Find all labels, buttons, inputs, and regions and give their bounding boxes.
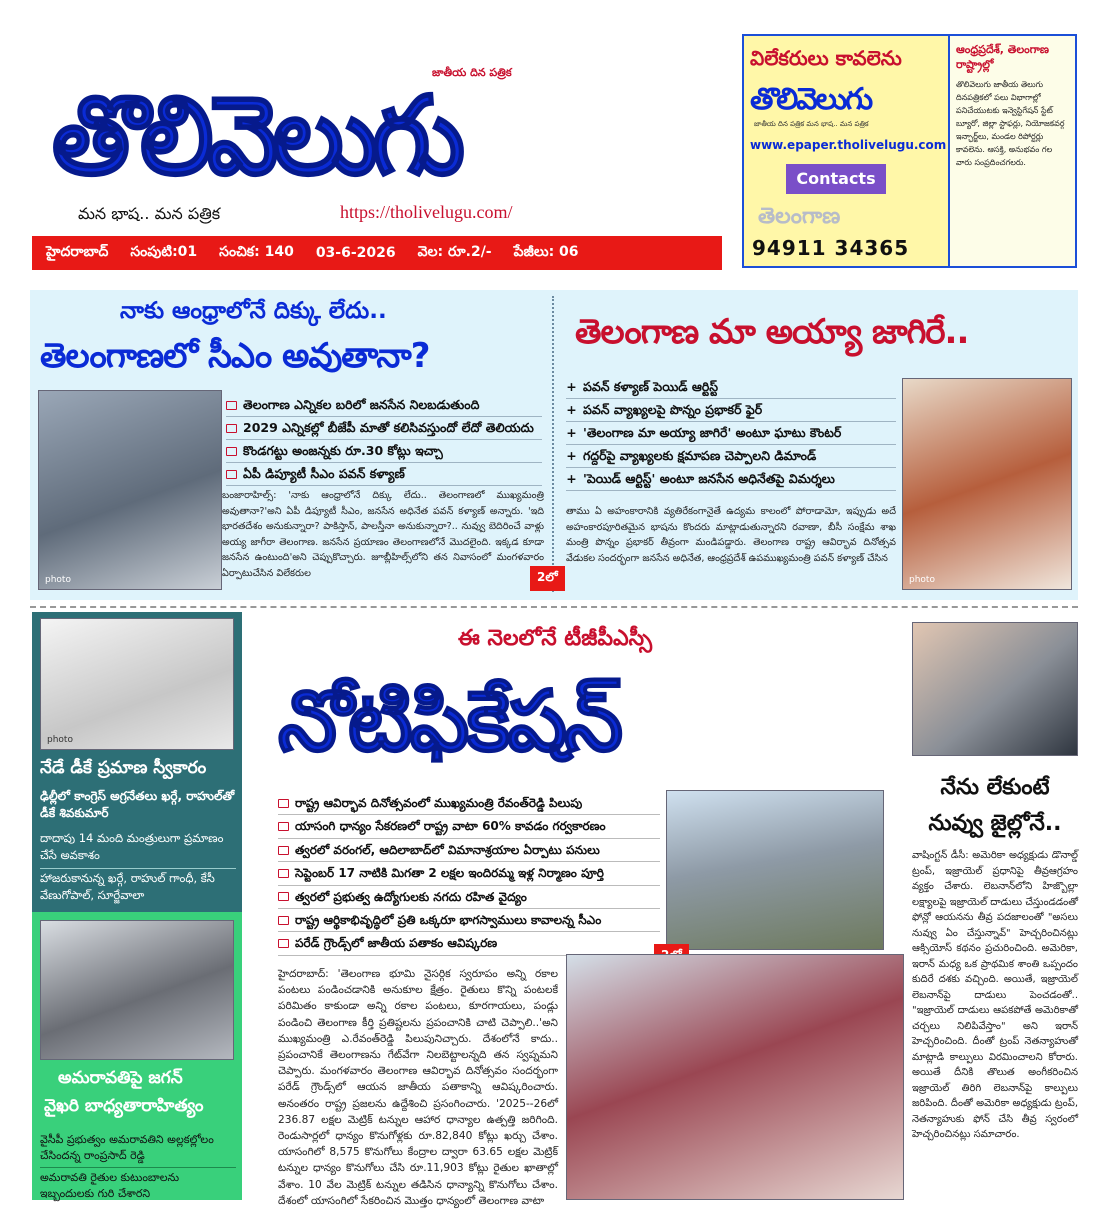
telangana-bullets (566, 376, 896, 491)
plus-bullet-icon: + (566, 448, 577, 463)
ponnam-photo-label: photo (909, 575, 935, 585)
bullet-icon (226, 447, 237, 456)
plus-bullet-icon: + (566, 425, 577, 440)
ad-side-panel (948, 36, 1075, 266)
list-item: + 'పెయిడ్ ఆర్టిస్ట్' అంటూ జనసేన అధినేతపై విమర్శలు (566, 468, 896, 491)
ad-headline: విలేకరులు కావలెను (750, 46, 902, 70)
date-bar (32, 236, 722, 270)
main-bullets (278, 792, 660, 956)
jagan-box (32, 912, 242, 1200)
pawan-body: బంజారాహిల్స్: 'నాకు ఆంధ్రాలోనే దిక్కు లేదు.. తెలంగాణలో ముఖ్యమంత్రి అవుతానా?'అని ఏపీ డిప్యూటీ సీఎం, జనసేన అధినేత పవన్ కళ్యాణ్ అన్నారు. 'ఇది భారతదేశం అనుకున్నారా? పాకిస్తాన్, పాలస్తీనా అనుకున్నారా?.. నువ్వు బెదిరించే వాళ్లు అయ్య జాగీరా తెలంగాణ. జనసేన ప్రయాణం తెలంగాణలోనే మొదలైంది. ఇక్కడ కూడా జనసేన ఉంటుంది'అని చెప్పుకొచ్చారు. జూబ్లీహిల్స్‌లోని తన నివాసంలో మంగళవారం ఏర్పాటుచేసిన విలేకరుల (222, 490, 544, 579)
pawan-bullets (226, 394, 542, 486)
main-headline[interactable]: నోటిఫికేషన్ (278, 672, 621, 770)
masthead-tagline-top: జాతీయ దిన పత్రిక (432, 66, 512, 79)
dk-headline[interactable]: నేడే డీకే ప్రమాణ స్వీకారం (40, 758, 207, 778)
ad-phone-number[interactable]: 94911 34365 (752, 236, 910, 260)
list-item: + గద్దర్‌పై వ్యాఖ్యలకు క్షమాపణ చెప్పాలని డిమాండ్ (566, 445, 896, 468)
ad-state-label: తెలంగాణ (758, 204, 841, 229)
ad-side-heading: ఆంధ్రప్రదేశ్, తెలంగాణ రాష్ట్రాల్లో (956, 43, 1049, 71)
pawan-photo-label: photo (45, 575, 71, 585)
newspaper-logo[interactable]: తొలివెలుగు (52, 72, 459, 199)
dk-photo-label: photo (47, 735, 73, 745)
ponnam-photo[interactable] (902, 378, 1072, 590)
bullet-icon (226, 424, 237, 433)
edition-date: 03-6-2026 (315, 245, 396, 261)
plus-bullet-icon: + (566, 471, 577, 486)
dk-item-2: హాజరుకానున్న ఖర్గే, రాహుల్ గాంధీ, కేసీ వేణుగోపాల్, సూర్జేవాలా (40, 871, 215, 902)
bullet-icon (278, 869, 289, 878)
pawan-headline-2[interactable]: తెలంగాణలో సీఎం అవుతానా? (40, 336, 430, 376)
edition-volume: సంపుటి:01 (130, 243, 198, 260)
list-item: రాష్ట్ర ఆర్థికాభివృద్ధిలో ప్రతి ఒక్కరూ భాగస్వాములు కావాలన్న సీఎం (278, 909, 660, 932)
ad-contacts-button[interactable]: Contacts (786, 164, 886, 194)
list-item: కొండగట్టు అంజన్నకు రూ.30 కోట్లు ఇచ్చా (226, 440, 542, 463)
list-item: + పవన్ కళ్యాణ్ పెయిడ్ ఆర్టిస్ట్ (566, 376, 896, 399)
pawan-headline-1[interactable]: నాకు ఆంధ్రాలోనే దిక్కు లేదు.. (120, 298, 387, 324)
list-item: రాష్ట్ర ఆవిర్భావ దినోత్సవంలో ముఖ్యమంత్రి రేవంత్‌రెడ్డి పిలుపు (278, 792, 660, 815)
bullet-icon (278, 846, 289, 855)
list-item: తెలంగాణ ఎన్నికల బరిలో జనసేన నిలబడుతుంది (226, 394, 542, 417)
plus-bullet-icon: + (566, 402, 577, 417)
trump-body: వాషింగ్టన్ డీసీ: అమెరికా అధ్యక్షుడు డొనాల్డ్ ట్రంప్, ఇజ్రాయెల్ ప్రధానిపై తీవ్రఆగ్రహం వ్యక్తం చేశారు. లెబనాన్‌లోని హిజ్బొల్లా లక్ష్యాలపై ఇజ్రాయెల్ దాడులు చేస్తుండడంతో ఫోన్లో ఆయనను తీవ్ర పదజాలంతో "అసలు నువ్వు ఏం చేస్తున్నావ్" హెచ్చరించినట్లు ఆక్సియోస్ కథనం ప్రచురించింది. అమెరికా, ఇరాన్ మధ్య ఒక ప్రాథమిక శాంతి ఒప్పందం కుదిరే దశకు వచ్చింది. అయితే, ఇజ్రాయెల్ లెబనాన్‌పై దాడులు పెంచడంతో.. "ఇజ్రాయెల్ దాడులు ఆపకపోతే అమెరికాతో చర్చలు నిలిపివేస్తాం" అని ఇరాన్ హెచ్చరించింది. దీంతో ట్రంప్ నెతన్యాహుతో మాట్లాడి కాల్పులు విరమించాలని కోరారు. అయితే దీనికి తొలుత అంగీకరించిన ఇజ్రాయెల్ తిరిగి లెబనాన్‌పై కాల్పులు జరిపింది. దీంతో అమెరికా అధ్యక్షుడు ట్రంప్, నెతన్యాహుకు ఫోన్ చేసి తీవ్ర స్వరంలో హెచ్చరించినట్లు సమాచారం. (912, 850, 1078, 1140)
bullet-icon (278, 916, 289, 925)
edition-price: వెల: రూ.2/- (417, 243, 492, 260)
edition-pages: పేజీలు: 06 (513, 243, 579, 260)
list-item: త్వరలో వరంగల్, ఆదిలాబాద్‌లో విమానాశ్రయాల ఏర్పాటు పనులు (278, 839, 660, 862)
site-url-link[interactable]: https://tholivelugu.com/ (340, 202, 513, 222)
main-subheadline[interactable]: ఈ నెలలోనే టీజీపీఎస్సీ (458, 626, 653, 651)
bullet-icon (226, 470, 237, 479)
right-column (912, 622, 1078, 1198)
list-item: పరేడ్ గ్రౌండ్స్‌లో జాతీయ పతాకం ఆవిష్కరణ (278, 932, 660, 955)
ad-small-text: జాతీయ దిన పత్రిక మన భాష.. మన పత్రిక (754, 120, 869, 128)
list-item: యాసంగి ధాన్యం సేకరణలో రాష్ట్ర వాటా 60% కావడం గర్వకారణం (278, 815, 660, 838)
trump-netanyahu-photo[interactable] (912, 622, 1078, 756)
ad-website[interactable]: www.epaper.tholivelugu.com (750, 138, 947, 152)
recruitment-ad[interactable] (742, 34, 1077, 268)
telangana-headline[interactable]: తెలంగాణ మా అయ్యా జాగిరే.. (575, 312, 969, 352)
main-body: హైదరాబాద్: 'తెలంగాణ భూమి నైసర్గిక స్వరూపం అన్ని రకాల పంటలు పండించడానికి అనుకూల క్షేత్రం. రైతులు కొన్ని పంటలకే పరిమితం కాకుండా అన్ని రకాల పంటలు, కూరగాయలు, పండ్లు పండించి తెలంగాణ కీర్తి ప్రతిష్టలను ప్రపంచానికి చాటి చెప్పాలి..'అని ముఖ్యమంత్రి ఎ.రేవంత్‌రెడ్డి పిలుపునిచ్చారు. దేశంలోనే కాదు.. ప్రపంచానికే తెలంగాణను గేట్‌వేగా నిలబెట్టాలన్నది తన స్వప్నమని చెప్పారు. మంగళవారం తెలంగాణ ఆవిర్భావ దినోత్సవం సందర్భంగా పరేడ్ గ్రౌండ్స్‌లో ఆయన జాతీయ పతాకాన్ని ఆవిష్కరించారు. అనంతరం రాష్ట్ర ప్రజలను ఉద్దేశించి ప్రసంగించారు. '2025--26లో 236.87 లక్షల మెట్రిక్ టన్నుల ఆహార ధాన్యాల ఉత్పత్తి జరిగింది. రెండుసార్లలో ధాన్యం కొనుగోళ్లకు రూ.82,840 కోట్లు ఖర్చు చేశాం. యాసంగిలో 8,575 కొనుగోలు కేంద్రాల ద్వారా 63.65 లక్షల మెట్రిక్ టన్నుల ధాన్యం కొనుగోలు చేసి రూ.11,903 కోట్లు రైతుల ఖాతాల్లో వేశాం. 10 వేల మెట్రిక్ టన్నుల తడిసిన ధాన్యాన్ని కొనుగోలు చేశాం. దేశంలో యాసంగిలో సేకరించిన మొత్తం ధాన్యంలో తెలంగాణ వాటా (278, 968, 558, 1207)
pawan-photo[interactable] (38, 390, 222, 590)
list-item: త్వరలో ప్రభుత్వ ఉద్యోగులకు నగదు రహిత వైద్యం (278, 886, 660, 909)
trump-headline[interactable]: నేను లేకుంటే నువ్వు జైల్లోనే.. (928, 775, 1062, 836)
list-item: సెప్టెంబర్ 17 నాటికి మిగతా 2 లక్షల ఇందిరమ్మ ఇళ్ల నిర్మాణం పూర్తి (278, 862, 660, 885)
bullet-icon (226, 401, 237, 410)
jagan-headline-2[interactable]: వైఖరి బాధ్యతారాహిత్యం (44, 1096, 204, 1116)
plus-bullet-icon: + (566, 379, 577, 394)
jagan-headline-1[interactable]: అమరావతిపై జగన్ (58, 1068, 183, 1088)
masthead-tagline: మన భాష.. మన పత్రిక (78, 204, 221, 223)
telangana-body: తాము ఏ అహంకారానికి వ్యతిరేకంగానైతే ఉద్యమ కాలంలో పోరాడామో, ఇప్పుడు అదే అహంకారపూరితమైన భాషను కొందరు మాట్లాడుతున్నారని రవాణా, బీసీ సంక్షేమ శాఖ మంత్రి పొన్నం ప్రభాకర్ తీవ్రంగా మండిపడ్డారు. తెలంగాణ రాష్ట్ర ఆవిర్భావ దినోత్సవ వేడుకల సందర్భంగా జనసేన అధినేత, ఆంధ్రప్రదేశ్ ఉపముఖ్యమంత్రి పవన్ కళ్యాణ్ చేసిన (566, 506, 896, 564)
edition-issue: సంచిక: 140 (219, 243, 294, 260)
ad-main-panel (744, 36, 946, 266)
list-item: 2029 ఎన్నికల్లో బీజేపీ మాతో కలిసివస్తుందో లేదో తెలియదు (226, 417, 542, 440)
dk-item-1: దాదాపు 14 మంది మంత్రులుగా ప్రమాణం చేసే అవకాశం (40, 830, 236, 869)
list-item: + పవన్ వ్యాఖ్యలపై పొన్నం ప్రభాకర్ ఫైర్ (566, 399, 896, 422)
left-column (32, 612, 242, 1200)
list-item: ఏపీ డిప్యూటీ సీఎం పవన్ కళ్యాణ్ (226, 463, 542, 486)
parade-photo[interactable] (666, 790, 884, 950)
bullet-icon (278, 892, 289, 901)
jagan-item-1: వైసీపీ ప్రభుత్వం అమరావతిని అల్లకల్లోలం చేసిందన్న రాంప్రసాద్ రెడ్డి (40, 1132, 236, 1168)
ad-side-body: తొలివెలుగు జాతీయ తెలుగు దినపత్రికలో పలు విభాగాల్లో పనిచేయుటకు ఇన్వెస్టిగేషన్ స్టేట్ బ్యూరో, జిల్లా స్టాఫర్లు, నియోజకవర్గ ఇన్ఛార్జ్‌లు, మండల రిపోర్టర్లు కావలెను. ఆసక్తి, అనుభవం గల వారు సంప్రదించగలరు. (956, 80, 1065, 167)
ad-logo: తొలివెలుగు (750, 82, 872, 117)
bullet-icon (278, 799, 289, 808)
list-item: + 'తెలంగాణ మా అయ్యా జాగిరే' అంటూ ఘాటు కౌంటర్ (566, 422, 896, 445)
dk-sub: ఢిల్లీలో కాంగ్రెస్ అగ్రనేతలు ఖర్గే, రాహుల్‌తో డీకే శివకుమార్ (40, 789, 235, 820)
jagan-photo[interactable] (40, 920, 234, 1060)
edition-city: హైదరాబాద్ (46, 243, 109, 260)
bullet-icon (278, 939, 289, 948)
flag-hoisting-photo[interactable] (566, 954, 904, 1200)
column-divider (552, 296, 554, 592)
pawan-continued-badge[interactable]: 2లో (530, 566, 565, 591)
bullet-icon (278, 822, 289, 831)
dk-photo[interactable] (40, 618, 234, 750)
jagan-item-2: అమరావతి రైతుల కుటుంబాలను ఇబ్బందులకు గురి చేశారని (40, 1171, 180, 1200)
section-separator (30, 606, 1078, 608)
